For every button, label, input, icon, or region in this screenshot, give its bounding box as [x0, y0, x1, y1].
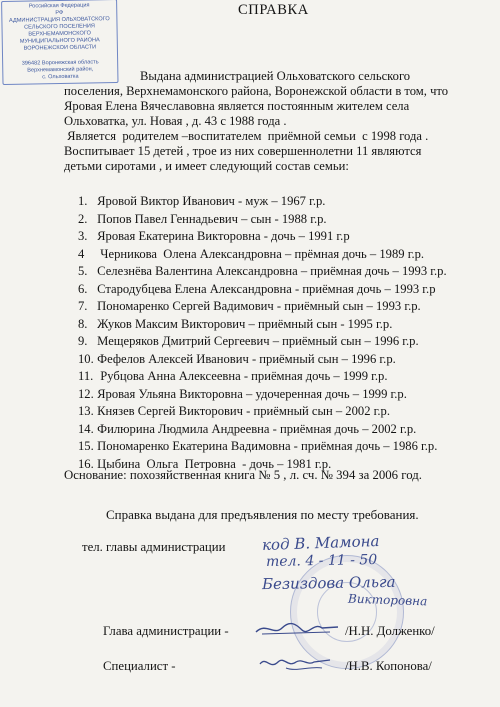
- member-number: 5.: [78, 264, 88, 278]
- member-number: 16.: [78, 456, 94, 471]
- member-number: 2.: [78, 211, 88, 226]
- intro-line: Воспитывает 15 детей , трое из них совершеннолетни 11 являются: [64, 144, 422, 158]
- intro-line: Яровая Елена Вячеславовна является постоянным жителем села: [64, 99, 410, 113]
- member-text: Яровая Ульяна Викторовна – удочеренная дочь – 1999 г.р.: [97, 386, 407, 401]
- member-number: 15.: [78, 439, 94, 453]
- family-member: [78, 298, 478, 316]
- stamp-line: РФ: [55, 9, 64, 17]
- stamp-line: Российская Федерация: [28, 2, 90, 10]
- family-member: [78, 368, 478, 386]
- head-signature: [252, 618, 340, 640]
- handwritten-phone: тел. 4 - 11 - 50: [265, 552, 378, 570]
- member-text: Князев Сергей Викторович - приёмный сын – 2002 г.р.: [97, 404, 390, 418]
- member-text: Пономаренко Сергей Вадимович - приёмный сын – 1993 г.р.: [97, 299, 421, 313]
- family-member: [78, 403, 478, 421]
- member-number: 13.: [78, 404, 94, 418]
- stamp-line: ВЕРХНЕМАМОНСКОГО: [28, 30, 91, 38]
- member-text: Черникова Олена Александровна – прёмная дочь – 1989 г.р.: [94, 246, 425, 261]
- member-text: Жуков Максим Викторович – приёмный сын - 1995 г.р.: [97, 316, 393, 331]
- purpose-line: Справка выдана для предъявления по месту требования.: [106, 507, 419, 522]
- member-number: 9.: [78, 334, 88, 348]
- family-member: [78, 351, 478, 369]
- stamp-address-line: с. Ольховатка: [42, 73, 79, 81]
- member-number: 11.: [78, 369, 94, 383]
- intro-line: детьми сиротами , и имеет следующий состав семьи:: [64, 159, 349, 173]
- member-number: 1.: [78, 194, 88, 208]
- intro-line: поселения, Верхнемамонского района, Воронежской области в том, что: [64, 84, 449, 98]
- member-text: Филюрина Людмила Андреевна - приёмная дочь – 2002 г.р.: [97, 421, 417, 436]
- family-member: [78, 438, 478, 456]
- specialist-signature: [256, 652, 336, 674]
- member-text: Пономаренко Екатерина Вадимовна - приёмная дочь – 1986 г.р.: [97, 439, 438, 453]
- family-member: [78, 421, 478, 439]
- family-member: [78, 316, 478, 334]
- member-text: Яровая Екатерина Викторовна - дочь – 1991 г.р: [97, 229, 350, 243]
- stamp-line: МУНИЦИПАЛЬНОГО РАЙОНА: [19, 37, 100, 45]
- intro-line: Ольховатка, ул. Новая , д. 43 с 1988 года .: [64, 114, 287, 128]
- member-text: Попов Павел Геннадьевич – сын - 1988 г.р.: [97, 211, 327, 226]
- specialist-label: Специалист -: [103, 659, 176, 673]
- member-text: Селезнёва Валентина Александровна – приёмная дочь – 1993 г.р.: [97, 264, 447, 278]
- member-number: 8.: [78, 316, 88, 331]
- handwritten-code: код В. Мамона: [261, 531, 380, 555]
- member-number: 3.: [78, 229, 88, 243]
- document-title: СПРАВКА: [238, 2, 309, 18]
- handwritten-name: Безиздова Ольга: [261, 572, 396, 594]
- stamp-line: ВОРОНЕЖСКОЙ ОБЛАСТИ: [23, 44, 97, 52]
- intro-line: Является родителем –воспитателем приёмной семьи с 1998 года .: [64, 129, 429, 143]
- family-member: [78, 193, 478, 211]
- basis-line: Основание: похозяйственная книга № 5 , л. сч. № 394 за 2006 год.: [64, 468, 422, 482]
- member-text: Стародубцева Елена Александровна - приёмная дочь – 1993 г.р: [97, 281, 436, 296]
- head-label: Глава администрации -: [103, 624, 229, 638]
- member-number: 12.: [78, 386, 94, 401]
- member-number: 6.: [78, 281, 88, 296]
- head-name: /Н.Н. Долженко/: [345, 624, 435, 638]
- family-member: [78, 228, 478, 246]
- family-member: [78, 211, 478, 229]
- member-text: Яровой Виктор Иванович - муж – 1967 г.р.: [97, 194, 326, 208]
- family-list: [78, 193, 478, 473]
- stamp-line: СЕЛЬСКОГО ПОСЕЛЕНИЯ: [24, 23, 95, 31]
- member-number: 7.: [78, 299, 88, 313]
- member-text: Цыбина Ольга Петровна - дочь – 1981 г.р.: [94, 456, 332, 471]
- handwritten-patronymic: Викторовна: [347, 591, 428, 609]
- phone-label: тел. главы администрации: [82, 540, 226, 554]
- family-member: [78, 333, 478, 351]
- member-number: 4: [78, 246, 85, 261]
- family-member: [78, 281, 478, 299]
- stamp-line: АДМИНИСТРАЦИЯ ОЛЬХОВАТСКОГО: [8, 16, 110, 24]
- member-text: Рубцова Анна Алексеевна - приёмная дочь – 1999 г.р.: [94, 369, 388, 383]
- member-text: Мещеряков Дмитрий Сергеевич – приёмный сын – 1996 г.р.: [97, 334, 419, 348]
- family-member: [78, 386, 478, 404]
- specialist-name: /Н.В. Копонова/: [345, 659, 432, 673]
- intro-paragraph: [64, 69, 474, 174]
- member-number: 14.: [78, 421, 94, 436]
- stamp-address-line: Верхнемамонский район,: [27, 66, 94, 74]
- member-text: Фефелов Алексей Иванович - приёмный сын – 1996 г.р.: [97, 351, 396, 366]
- stamp-address-line: 396482 Воронежская область: [21, 59, 99, 67]
- member-number: 10.: [78, 351, 94, 366]
- family-member: [78, 246, 478, 264]
- intro-line: Выдана администрацией Ольховатского сельского: [140, 69, 411, 83]
- family-member: [78, 263, 478, 281]
